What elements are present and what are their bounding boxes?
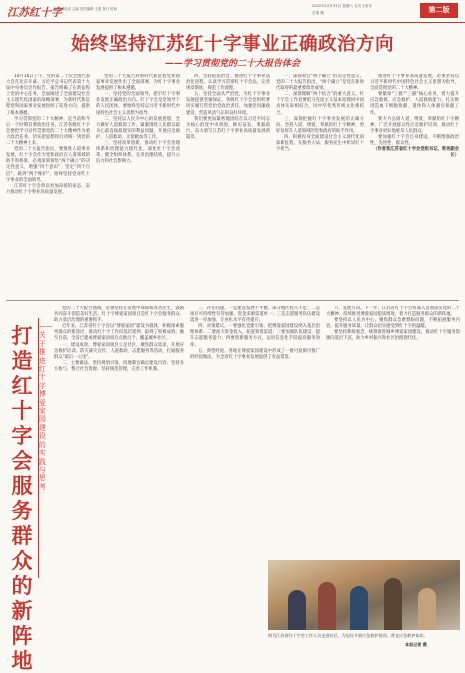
training-photo	[268, 560, 460, 630]
person-figure	[418, 588, 436, 630]
paragraph: 三、深刻把握红十字事业发展的正确方向。坚持人道、博爱、奉献的红十字精神，更好发挥在人道领域的党和政府的助手作用。	[276, 116, 364, 134]
newspaper-logo: 江苏红十字	[7, 6, 62, 19]
article-author: （作者系江苏省红十字会党组书记、常务副会长）	[373, 147, 459, 159]
paragraph: 党的二十大报告强调，必须坚持在发展中保障和改善民生，鼓励共同奋斗创造美好生活。红十字博爱家园项目是红十字会服务群众、助力基层治理的重要抓手。	[54, 306, 184, 324]
issue-number: 总第 期	[312, 11, 324, 15]
issue-date: 2022年12月31日 星期六 农历壬寅年	[312, 4, 373, 8]
paragraph: 二、深刻理解“两个结合”的重大意义。红十字会工作者要把马克思主义基本原理同中国具体实际相结合，同中华优秀传统文化相结合。	[276, 92, 364, 116]
paragraph: 要紧扣“三救”“三献”核心业务，着力提升应急救援、应急救护、人道救助能力，扎实推进造血干细胞捐献、遗体和人体器官捐献工作。	[370, 92, 459, 116]
paragraph: 江苏红十字会将以更加昂扬的姿态，奋力推动红十字事业高质量发展。	[6, 183, 90, 195]
paragraph: 一、建设成效。博爱家园项目立足社区，聚焦群众需求，开展应急救护培训、防灾减灾宣传、人道救助、志愿服务等活动，打通服务群众“最后一公里”。	[54, 342, 184, 360]
paragraph: 要坚持系统观念，统筹推进城乡博爱家园建设，推动红十字服务资源向基层下沉，助力乡村振兴和社区治理现代化。	[326, 330, 460, 342]
paragraph: 四、对策建议。一要强化党建引领，把博爱家园建设纳入基层治理体系；二要加大资金投入，拓宽筹资渠道；三要加强队伍建设，提升志愿服务能力；四要创新服务方式，运用信息化手段提高服务效率。	[190, 324, 320, 348]
paragraph: 三、存在问题。一是建设发展不平衡，部分地区投入不足；二是项目可持续性有待加强，资金来源渠道单一；三是志愿服务队伍建设需进一步加强，专业化水平有待提升。	[190, 306, 320, 324]
paragraph: 要加强红十字会自身建设，不断增强政治性、先进性、群众性。	[370, 134, 459, 147]
feature-column-1	[54, 306, 184, 656]
paragraph: 10月16日上午，党的第二十次全国代表大会在北京开幕。习近平总书记代表第十九届中央委员会作报告。报告明确了在新征程上党的中心任务，全面阐述了全面建设社会主义现代化国家的战略部署，为新时代新征程党和国家事业发展指明了前进方向、提供了根本遵循。	[6, 74, 90, 116]
person-figure	[318, 582, 336, 630]
feature-column-2	[190, 306, 320, 556]
person-figure	[384, 578, 402, 630]
paragraph: 学习贯彻党的二十大精神，是当前和今后一个时期首要政治任务。江苏各级红十字会要把学习宣传贯彻党的二十大精神作为重大政治任务，切实把思想和行动统一到党的二十大精神上来。	[6, 116, 90, 147]
article-column-5	[370, 74, 459, 296]
main-headline: 始终坚持江苏红十字事业正确政治方向	[70, 34, 394, 55]
page-badge: 第二版	[420, 3, 458, 18]
paragraph: 四、坚持依法治会，推进红十字事业法治化进程。认真学习贯彻红十字会法，完善规章制度，规范工作流程。	[186, 74, 270, 92]
paragraph: 一、深刻领会“两个确立”的决定性意义。党的二十大报告指出，“两个确立”是党在新时代取得的最重要政治成果。	[276, 74, 364, 92]
feature-title: 打造红十字会服务群众的新阵地	[11, 323, 33, 673]
person-figure	[288, 590, 306, 630]
feature-photo	[268, 560, 460, 630]
masthead	[0, 0, 465, 23]
paragraph: 三、坚持改革创新，推动红十字会治理体系和治理能力现代化。深化红十字会改革，健全组织体系，完善治理结构，提升公信力和社会影响力。	[96, 141, 180, 165]
paragraph: 近年来，江苏省红十字会以“博爱家园”建设为载体，积极探索服务群众的新途径，推动红十字工作向基层延伸，取得了积极成效。截至目前，全省已建成博爱家园项目点数百个，覆盖城乡社区。	[54, 324, 184, 342]
paragraph: 党的二十大报告指出，要推进人道事业发展，红十字会作为党和政府在人道领域的助手和桥梁，必须深刻领悟“两个确立”的决定性意义，增强“四个意识”、坚定“四个自信”、做到“两个维护”，始终坚持党对红十字事业的全面领导。	[6, 147, 90, 183]
paragraph: 四、积极投身全面建设社会主义现代化国家新征程，在服务大局、服务民生中彰显红十字担当。	[276, 134, 364, 153]
paragraph: 二、主要做法。坚持规划引领，因地制宜确定建设内容；坚持多方参与，整合社会资源；坚持规范管理，完善工作机制。	[54, 360, 184, 372]
paragraph: 二、坚持以人民为中心的发展思想，全力做好人道救助工作。紧紧围绕人民群众最关心最直接最现实的利益问题，开展应急救护、人道救助、无偿献血等工作。	[96, 116, 180, 140]
article-column-4	[276, 74, 364, 296]
paragraph: 要大力弘扬人道、博爱、奉献的红十字精神，广泛开展群众性应急救护培训，推动红十字事业更好地惠及人民群众。	[370, 116, 459, 134]
paragraph: 党的二十大报告对新时代新征程党和国家事业发展作出了全面部署，为红十字事业发展提供了根本遵循。	[96, 74, 180, 92]
section-divider	[6, 300, 459, 301]
paragraph: 我们要更加紧密地团结在以习近平同志为核心的党中央周围，踔厉奋发、勇毅前行，奋力谱写江苏红十字事业高质量发展新篇章。	[186, 116, 270, 140]
masthead-info: 编辑部电话 主编 责任编辑 王建 发行 时间	[54, 7, 118, 11]
paragraph: 一、坚持党的全面领导，把牢红十字事业发展正确政治方向。红十字会是党领导下的人民团体，要始终坚持以习近平新时代中国特色社会主义思想为指导。	[96, 92, 180, 116]
paragraph: 五、典型经验。各地在博爱家园建设中形成了一批可复制可推广的经验做法，为全省红十字事业发展提供了有益借鉴。	[190, 348, 320, 360]
paragraph: 六、发展方向。下一步，江苏省红十字会将深入贯彻落实党的二十大精神，持续推进博爱家园提质增效，着力打造服务群众的新阵地。	[326, 306, 460, 318]
paragraph: 五、坚持全面从严治党，为红十字事业发展提供坚强保证。各级红十字会党组织要切实履行管党治党政治责任，加强党风廉政建设，营造风清气正的良好环境。	[186, 92, 270, 116]
feature-column-3	[326, 306, 460, 556]
article-column-2	[96, 74, 180, 296]
article-column-1	[6, 74, 90, 296]
photo-credit: 本报记者 摄	[405, 642, 427, 647]
person-figure	[350, 586, 368, 630]
main-subheadline: ——学习贯彻党的二十大报告体会	[164, 59, 300, 69]
paragraph: 要坚持以人民为中心，聚焦群众急难愁盼问题，不断拓展服务内容，提升服务质量，让群众切实感受到红十字的温暖。	[326, 318, 460, 330]
feature-subtitle: —— 关于推进红十字博爱家园建设的实践与思考	[39, 323, 53, 491]
paragraph: 推进红十字事业高质量发展，必须坚持以习近平新时代中国特色社会主义思想为指导，全面贯彻党的二十大精神。	[370, 74, 459, 92]
photo-caption: 图为江苏省红十字会工作人员走进社区，为居民开展应急救护培训，普及应急救护知识。	[268, 633, 428, 638]
article-column-3	[186, 74, 270, 296]
